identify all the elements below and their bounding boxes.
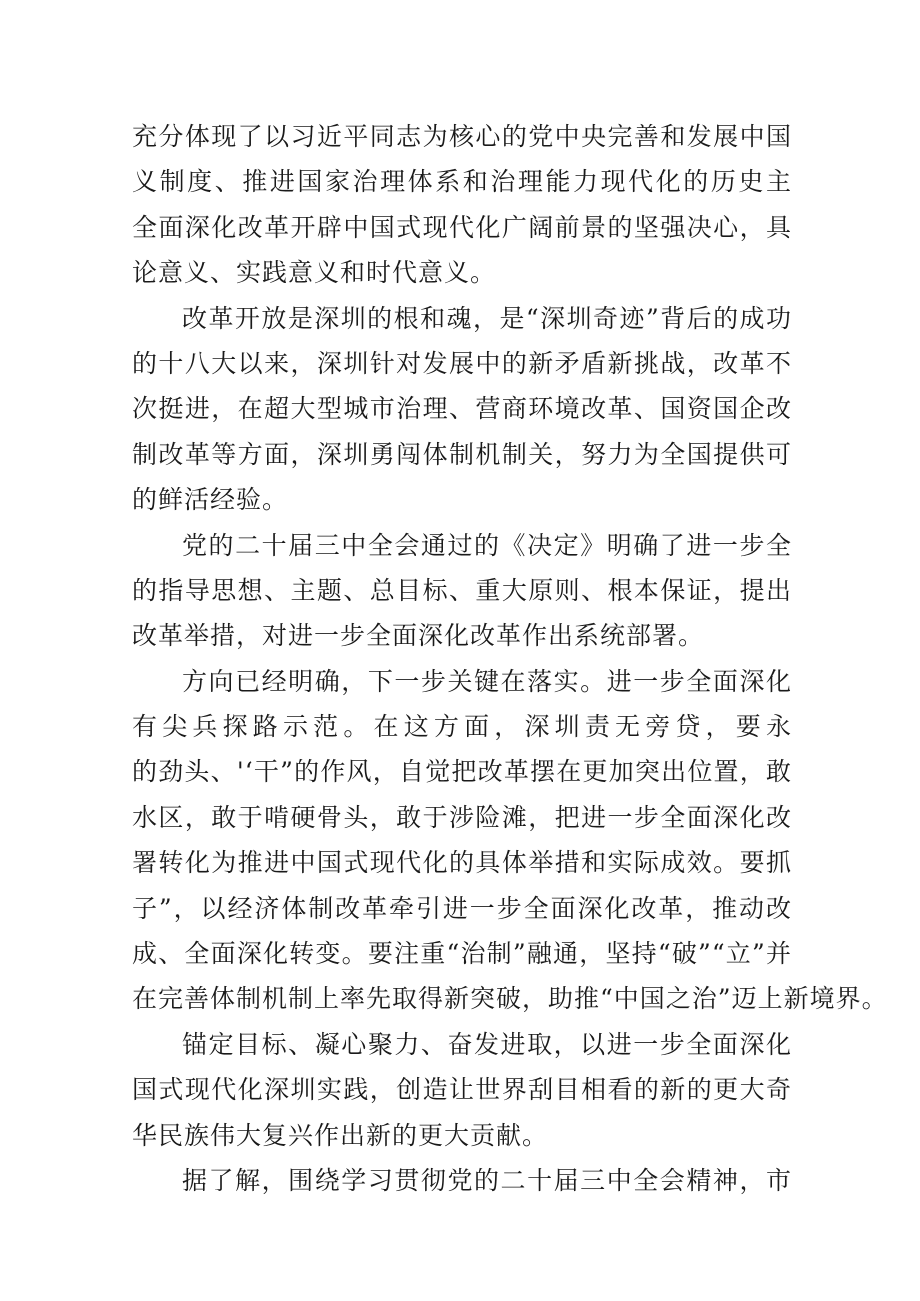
- text-line: 在完善体制机制上率先取得新突破，助推“中国之治”迈上新境界。: [132, 984, 888, 1014]
- text-line: 论意义、实践意义和时代意义。: [132, 258, 497, 288]
- text-line: 锚定目标、凝心聚力、奋发进取，以进一步全面深化: [182, 1029, 792, 1059]
- text-line: 方向已经明确，下一步关键在落实。进一步全面深化: [182, 666, 792, 696]
- text-line: 全面深化改革开辟中国式现代化广阔前景的坚强决心，具: [132, 212, 792, 242]
- text-line: 改革举措，对进一步全面深化改革作出系统部署。: [132, 621, 705, 651]
- text-line: 子”，以经济体制改革牵引进一步全面深化改革，推动改: [132, 893, 792, 923]
- text-line: 义制度、推进国家治理体系和治理能力现代化的历史主: [132, 167, 792, 197]
- text-line: 的劲头、'‘干”的作风，自觉把改革摆在更加突出位置，敢: [132, 757, 792, 787]
- text-line: 水区，敢于啃硬骨头，敢于涉险滩，把进一步全面深化改: [132, 802, 792, 832]
- text-line: 充分体现了以习近平同志为核心的党中央完善和发展中国: [132, 122, 792, 151]
- text-line: 次挺进，在超大型城市治理、营商环境改革、国资国企改: [132, 394, 792, 424]
- paragraph: [132, 523, 792, 659]
- paragraph: [132, 1022, 792, 1158]
- text-line: 改革开放是深圳的根和魂，是“深圳奇迹”背后的成功: [182, 303, 792, 333]
- text-line: 署转化为推进中国式现代化的具体举措和实际成效。要抓: [132, 848, 792, 878]
- text-line: 据了解，围绕学习贯彻党的二十届三中全会精神，市: [182, 1165, 792, 1195]
- paragraph: [132, 114, 792, 296]
- text-line: 制改革等方面，深圳勇闯体制机制关，努力为全国提供可: [132, 439, 792, 469]
- paragraph: [132, 659, 888, 1022]
- text-line: 成、全面深化转变。要注重“治制”融通，坚持“破”“立”并: [132, 939, 792, 969]
- text-line: 华民族伟大复兴作出新的更大贡献。: [132, 1120, 549, 1150]
- paragraph: [132, 1158, 792, 1203]
- text-line: 的指导思想、主题、总目标、重大原则、根本保证，提出: [132, 575, 792, 605]
- text-line: 有尖兵探路示范。在这方面，深圳责无旁贷，要永: [132, 712, 792, 742]
- text-line: 党的二十届三中全会通过的《决定》明确了进一步全: [182, 530, 792, 560]
- text-line: 的鲜活经验。: [132, 485, 289, 515]
- article-body: [132, 114, 888, 1203]
- text-line: 国式现代化深圳实践，创造让世界刮目相看的新的更大奇: [132, 1075, 792, 1105]
- text-line: 的十八大以来，深圳针对发展中的新矛盾新挑战，改革不: [132, 348, 792, 378]
- paragraph: [132, 296, 792, 523]
